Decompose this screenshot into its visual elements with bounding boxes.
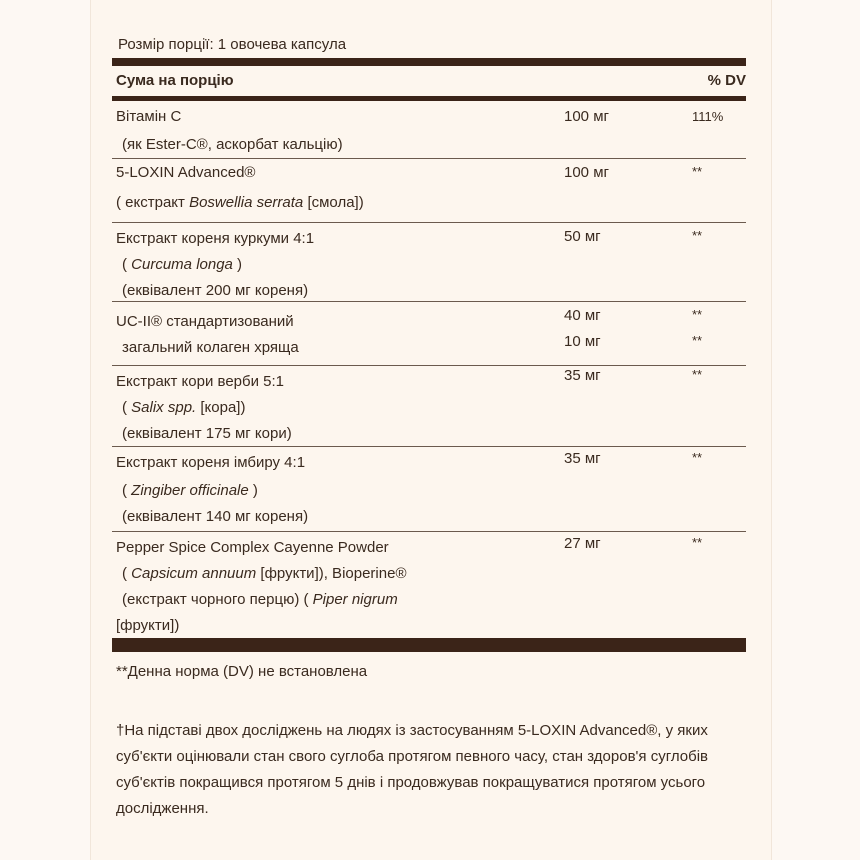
amount-per-serving-label: Сума на порцію xyxy=(116,72,234,89)
nutrient-detail: (екстракт чорного перцю) ( Piper nigrum xyxy=(122,591,398,608)
table-bottom-bar xyxy=(112,638,746,652)
nutrient-amount: 35 мг xyxy=(564,450,601,467)
nutrient-amount: 27 мг xyxy=(564,535,601,552)
table-row xyxy=(112,450,746,528)
nutrient-name: Вітамін C xyxy=(116,108,182,125)
nutrient-amount: 50 мг xyxy=(564,228,601,245)
nutrient-detail: (як Ester-C®, аскорбат кальцію) xyxy=(122,136,343,153)
nutrient-dv: ** xyxy=(692,450,703,465)
row-divider xyxy=(112,158,746,159)
nutrient-detail: ( Capsicum annuum [фрукти]), Bioperine® xyxy=(122,565,407,582)
header-top-bar xyxy=(112,58,746,66)
table-row xyxy=(112,305,746,363)
nutrient-detail: ( Salix spp. [кора]) xyxy=(122,399,246,416)
nutrient-detail: ( екстракт Boswellia serrata [смола]) xyxy=(116,194,364,211)
nutrient-name: Екстракт кореня куркуми 4:1 xyxy=(116,230,315,247)
nutrient-amount: 35 мг xyxy=(564,367,601,384)
nutrient-amount: 10 мг xyxy=(564,333,601,350)
nutrient-amount: 40 мг xyxy=(564,307,601,324)
nutrient-amount: 100 мг xyxy=(564,108,609,125)
nutrient-name: Екстракт кореня імбиру 4:1 xyxy=(116,454,306,471)
nutrient-detail: ( Zingiber officinale ) xyxy=(122,482,258,499)
table-row xyxy=(112,535,746,635)
serving-size: Розмір порції: 1 овочева капсула xyxy=(118,36,347,53)
nutrient-equivalent: (еквівалент 140 мг кореня) xyxy=(122,508,309,525)
row-divider xyxy=(112,222,746,223)
table-row xyxy=(112,106,746,156)
header-bottom-bar xyxy=(112,96,746,101)
row-divider xyxy=(112,365,746,366)
table-row xyxy=(112,369,746,443)
nutrient-dv: 111% xyxy=(692,109,724,124)
nutrient-dv: ** xyxy=(692,535,703,550)
footnote-dv: **Денна норма (DV) не встановлена xyxy=(116,663,368,680)
nutrient-dv: ** xyxy=(692,367,703,382)
nutrient-dv: ** xyxy=(692,164,703,179)
row-divider xyxy=(112,531,746,532)
nutrient-name: UC-II® стандартизований xyxy=(116,313,294,330)
nutrient-name: Pepper Spice Complex Cayenne Powder xyxy=(116,539,389,556)
nutrient-dv: ** xyxy=(692,307,703,322)
table-row xyxy=(112,162,746,217)
nutrient-equivalent: (еквівалент 200 мг кореня) xyxy=(122,282,309,299)
nutrient-detail: загальний колаген хряща xyxy=(122,339,299,356)
nutrient-dv: ** xyxy=(692,228,703,243)
footnote-study: †На підставі двох досліджень на людях із застосуванням 5-LOXIN Advanced®, у яких суб'єкти оцінювали стан свого суглоба протягом певного часу, стан здоров'я суглобів суб'єктів покращився протягом 5 днів і продовжував покращуватися протягом усього дослідження. xyxy=(116,722,708,817)
nutrient-detail: ( Curcuma longa ) xyxy=(122,256,243,273)
table-header xyxy=(116,72,746,94)
daily-value-header: % DV xyxy=(707,72,746,89)
nutrient-dv: ** xyxy=(692,333,703,348)
nutrient-equivalent: (еквівалент 175 мг кори) xyxy=(122,425,292,442)
table-row xyxy=(112,226,746,300)
nutrient-name: 5-LOXIN Advanced® xyxy=(116,164,256,181)
nutrient-name: Екстракт кори верби 5:1 xyxy=(116,373,284,390)
row-divider xyxy=(112,301,746,302)
row-divider xyxy=(112,446,746,447)
nutrient-detail: [фрукти]) xyxy=(116,617,180,634)
nutrient-amount: 100 мг xyxy=(564,164,609,181)
